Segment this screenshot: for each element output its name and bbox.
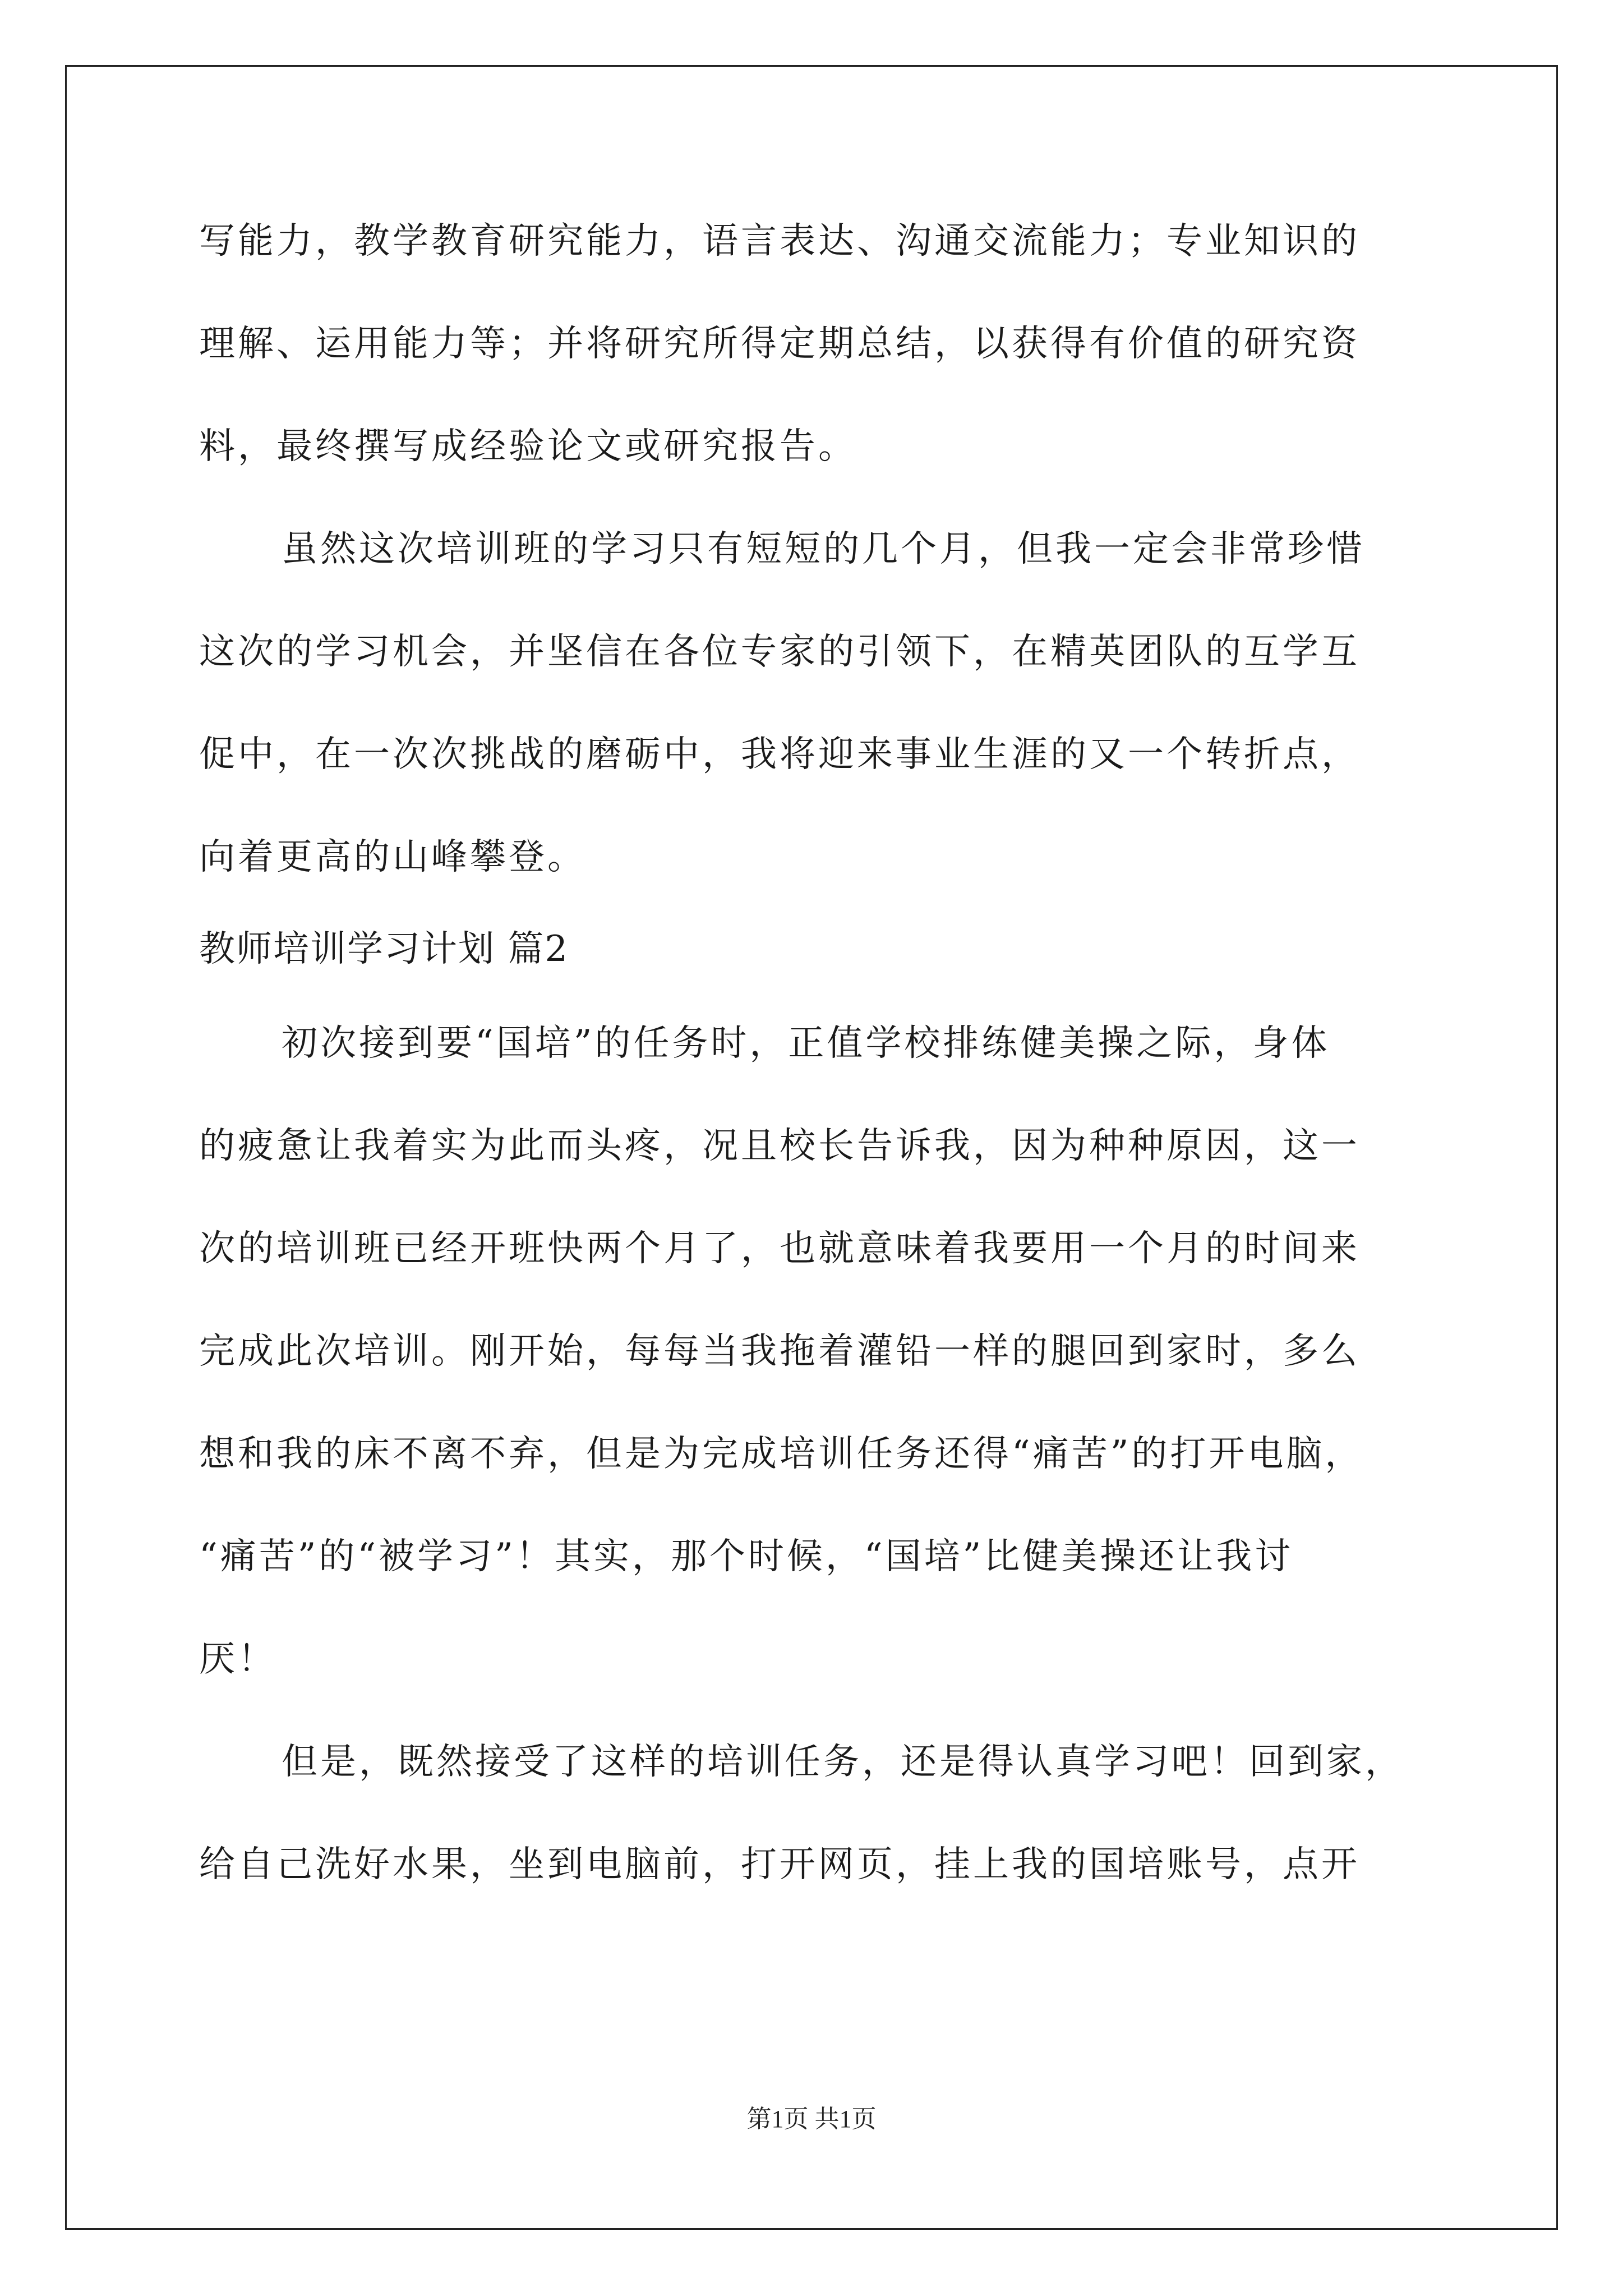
paragraph-line: 虽然这次培训班的学习只有短短的几个月，但我一定会非常珍惜 xyxy=(282,528,1365,570)
paragraph-line: 但是，既然接受了这样的培训任务，还是得认真学习吧！回到家， xyxy=(282,1741,1404,1783)
paragraph-line: 完成此次培训。刚开始，每每当我拖着灌铅一样的腿回到家时，多么 xyxy=(199,1331,1360,1372)
paragraph-line: 想和我的床不离不弃，但是为完成培训任务还得“痛苦”的打开电脑， xyxy=(199,1433,1364,1475)
paragraph-line: 次的培训班已经开班快两个月了，也就意味着我要用一个月的时间来 xyxy=(199,1228,1360,1269)
paragraph-line: 料，最终撰写成经验论文或研究报告。 xyxy=(199,426,857,467)
paragraph-line: 促中，在一次次挑战的磨砺中，我将迎来事业生涯的又一个转折点， xyxy=(199,734,1360,775)
paragraph-line: “痛苦”的“被学习”！其实，那个时候，“国培”比健美操还让我讨 xyxy=(199,1536,1294,1577)
paragraph-line: 厌！ xyxy=(199,1639,276,1680)
paragraph-line: 理解、运用能力等；并将研究所得定期总结，以获得有价值的研究资 xyxy=(199,323,1360,365)
paragraph-line: 的疲惫让我着实为此而头疼，况且校长告诉我，因为种种原因，这一 xyxy=(199,1125,1360,1167)
paragraph-line: 这次的学习机会，并坚信在各位专家的引领下，在精英团队的互学互 xyxy=(199,631,1360,673)
page-footer: 第1页 共1页 xyxy=(746,2105,877,2133)
paragraph-line: 向着更高的山峰攀登。 xyxy=(199,836,586,878)
paragraph-line: 给自己洗好水果，坐到电脑前，打开网页，挂上我的国培账号，点开 xyxy=(199,1844,1360,1885)
section-heading: 教师培训学习计划 篇2 xyxy=(199,928,569,970)
paragraph-line: 写能力，教学教育研究能力，语言表达、沟通交流能力；专业知识的 xyxy=(199,220,1360,262)
paragraph-line: 初次接到要“国培”的任务时，正值学校排练健美操之际，身体 xyxy=(282,1023,1330,1064)
